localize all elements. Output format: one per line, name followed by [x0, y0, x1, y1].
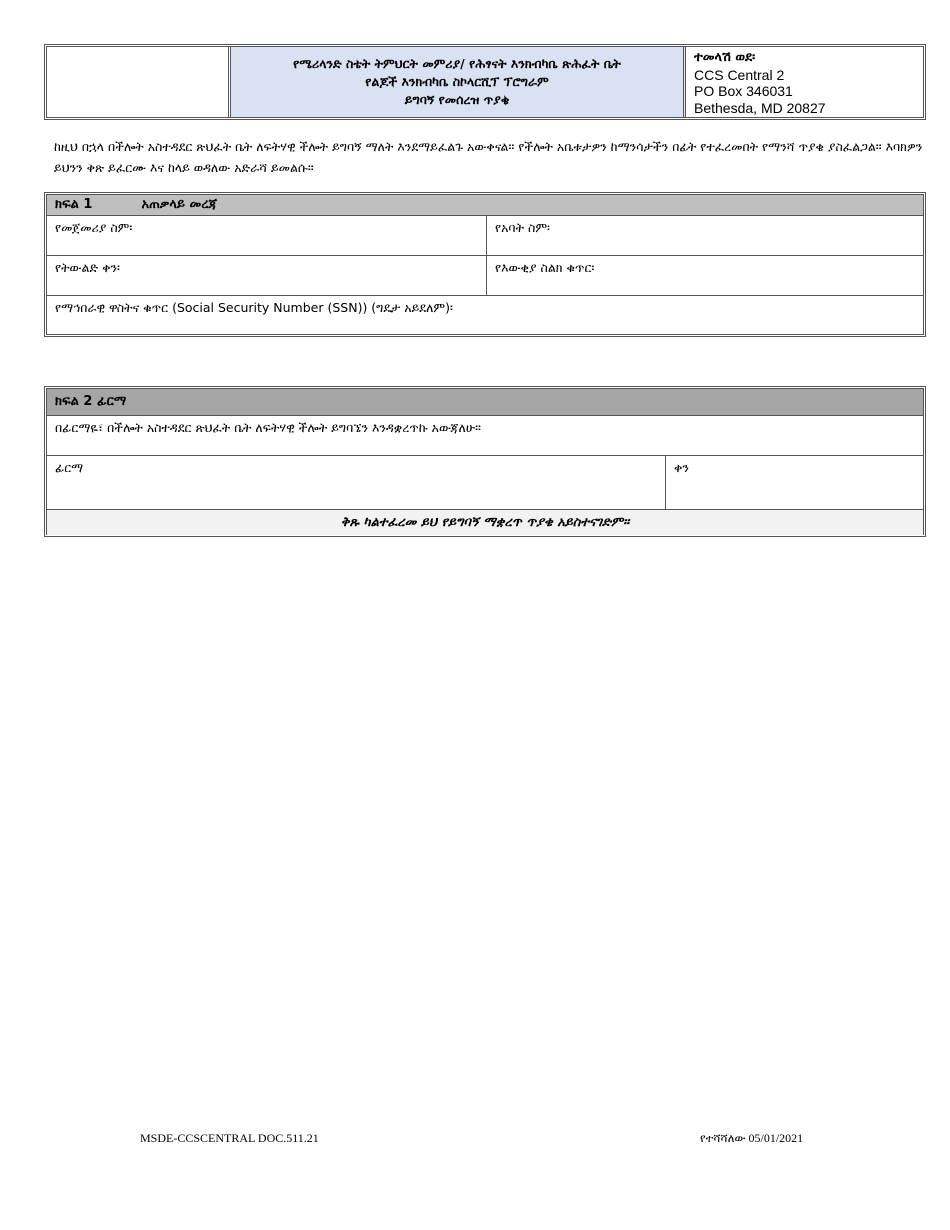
address-line-2: PO Box 346031 — [694, 83, 793, 99]
section1-number: ክፍል 1 — [55, 197, 93, 212]
signature-row — [47, 456, 923, 510]
name-row — [47, 216, 923, 256]
section1-header — [47, 195, 923, 216]
document-id: MSDE-CCSCENTRAL DOC.511.21 — [140, 1131, 319, 1145]
title-line-3: ይግባኝ የመሰረዝ ጥያቄ — [404, 92, 510, 107]
logo-placeholder — [47, 47, 231, 117]
signature-field[interactable] — [47, 456, 666, 509]
ssn-label: የማኅበራዊ ዋስትና ቁጥር (Social Security Number (SSN)) (ግዴታ አይደለም)፡ — [55, 300, 453, 315]
date-field[interactable] — [666, 456, 923, 509]
title-line-1: የሜሪላንድ ስቴት ትምህርት መምሪያ/ የሕፃናት እንክብካቤ ጽሕፈት ቤት — [293, 56, 621, 71]
phone-field[interactable] — [487, 256, 923, 295]
dob-phone-row — [47, 256, 923, 296]
address-line-3: Bethesda, MD 20827 — [694, 99, 826, 116]
dob-label: የትውልድ ቀን፡ — [55, 260, 120, 275]
section-general-info — [44, 192, 926, 337]
title-line-2: የልጆች እንክብካቤ ስኮላርሺፕ ፕሮግራም — [365, 74, 549, 89]
section1-title: አጠቃላይ መረጃ — [141, 197, 218, 212]
date-label: ቀን — [674, 460, 689, 475]
ssn-field[interactable] — [47, 296, 923, 335]
phone-label: የእውቂያ ስልክ ቁጥር፡ — [495, 260, 595, 275]
unsigned-warning: ቅጹ ካልተፈረመ ይህ የይግባኝ ማቋረጥ ጥያቄ አይስተናገድም። — [47, 510, 923, 535]
section2-header: ክፍል 2 ፊርማ — [47, 389, 923, 416]
ssn-row — [47, 296, 923, 335]
dob-field[interactable] — [47, 256, 487, 295]
intro-text: ከዚህ በኋላ በችሎት አስተዳደር ጽህፈት ቤት ለፍትሃዊ ችሎት ይግባኝ ማለት እንደማይፈልጉ አውቀናል። የችሎት አቤቱታዎን ከማንሳታችን በፊት የተፈረመበት የማንሻ ጥያቄ ያስፈልጋል። እባክዎን ይህንን ቅጽ ይፈርሙ እና ከላይ ወዳለው አድራሻ ይመልሱ። — [54, 139, 923, 175]
last-name-label: የአባት ስም፡ — [495, 220, 550, 235]
section-signature — [44, 386, 926, 537]
signature-label: ፊርማ — [55, 460, 84, 475]
revision-date — [700, 1131, 803, 1146]
statement-row — [47, 416, 923, 456]
address-line-1: CCS Central 2 — [694, 66, 785, 83]
form-header — [44, 44, 926, 120]
revised-date-value: 05/01/2021 — [748, 1131, 804, 1145]
first-name-field[interactable] — [47, 216, 487, 255]
revised-label: የተሻሻለው — [700, 1131, 746, 1145]
first-name-label: የመጀመሪያ ስም፡ — [55, 220, 133, 235]
last-name-field[interactable] — [487, 216, 923, 255]
return-address — [686, 47, 923, 117]
return-label: ተመላሽ ወደ፡ — [694, 50, 756, 65]
form-title — [231, 47, 686, 117]
declaration-statement: በፊርማዬ፣ በችሎት አስተዳደር ጽህፈት ቤት ለፍትሃዊ ችሎት ይግባኜን እንዳቋረጥኩ አውጃለሁ። — [55, 420, 481, 435]
